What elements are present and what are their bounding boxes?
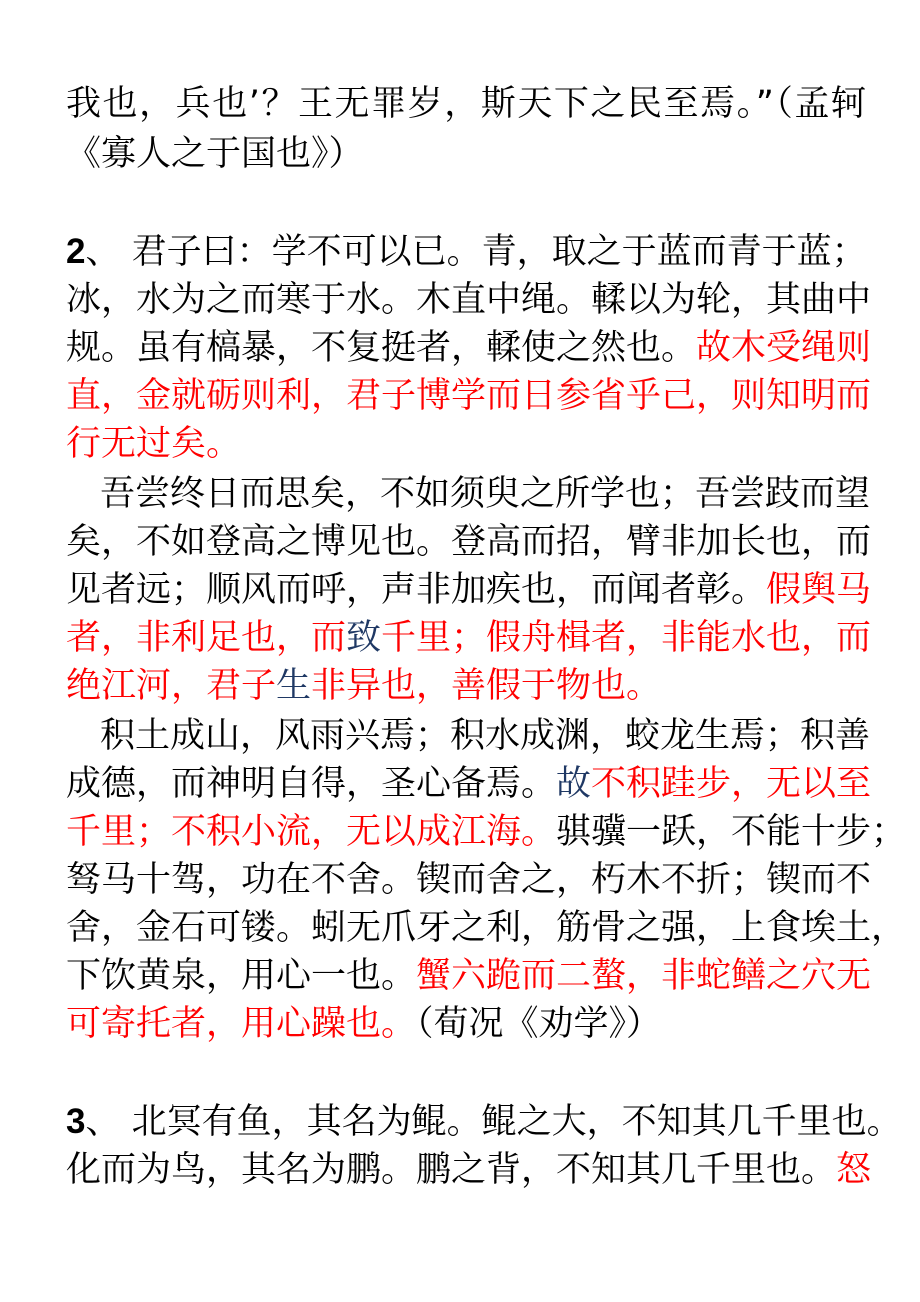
body-text: 《寡人之于国也》） (66, 134, 364, 174)
text-line (66, 904, 907, 952)
body-text: 驽马十驾，功在不舍。锲而舍之，朽木不折；锲而不 (66, 860, 872, 900)
body-text: 见者远；顺风而呼，声非加疾也，而闻者彰。 (66, 570, 767, 610)
text-line (66, 614, 872, 662)
highlighted-text: 故木受绳则 (696, 328, 872, 368)
body-text: 我也，兵也’？王无罪岁，斯天下之民至焉。”（孟轲 (66, 84, 866, 124)
highlighted-text: 绝江河，君子 (66, 666, 277, 706)
text-line (66, 324, 872, 372)
text-line (66, 1098, 902, 1146)
text-line (66, 952, 872, 1000)
text-line (66, 80, 866, 128)
highlighted-text: 不积跬步，无以至 (591, 764, 872, 804)
highlighted-text: 可寄托者，用心躁也。 (66, 1004, 417, 1044)
highlighted-text: 非异也，善假于物也。 (311, 666, 662, 706)
text-line (66, 566, 872, 614)
text-line (66, 276, 872, 324)
body-text: 吾尝终日而思矣，不如须臾之所学也；吾尝跂而望 (100, 474, 871, 514)
body-text: 化而为鸟，其名为鹏。鹏之背，不知其几千里也。 (66, 1150, 837, 1190)
highlighted-text: 蟹六跪而二螯，非蛇鳝之穴无 (416, 956, 872, 996)
text-line (66, 856, 872, 904)
text-line (66, 420, 866, 468)
body-text: 矣，不如登高之博见也。登高而招，臂非加长也，而 (66, 522, 872, 562)
highlighted-text: 千里；假舟楫者，非能水也，而 (381, 618, 872, 658)
body-text: 舍，金石可镂。蚓无爪牙之利，筋骨之强，上食埃土， (66, 908, 907, 948)
highlighted-text: 直，金就砺则利，君子博学而日参省乎己，则知明而 (66, 376, 872, 416)
emphasis-text: 故 (556, 764, 592, 804)
body-text: 骐骥一跃，不能十步； (556, 812, 907, 852)
text-line (100, 470, 871, 518)
emphasis-text: 致 (346, 618, 382, 658)
text-line (66, 518, 872, 566)
body-text: 冰，水为之而寒于水。木直中绳。輮以为轮，其曲中 (66, 280, 872, 320)
emphasis-text: 生 (276, 666, 312, 706)
highlighted-text: 者，非利足也，而 (66, 618, 347, 658)
highlighted-text: 假舆马 (766, 570, 872, 610)
text-line (66, 1146, 872, 1194)
body-text: 成德，而神明自得，圣心备焉。 (66, 764, 557, 804)
text-line (100, 712, 871, 760)
body-text: 积土成山，风雨兴焉；积水成渊，蛟龙生焉；积善 (100, 716, 871, 756)
body-text: （荀况《劝学》） (416, 1004, 662, 1044)
highlighted-text: 行无过矣。 (66, 424, 242, 464)
text-line (66, 808, 907, 856)
section-number: 2 (66, 232, 86, 271)
text-line (66, 130, 866, 178)
section-number: 3 (66, 1102, 86, 1141)
text-line (66, 662, 866, 710)
text-line (66, 372, 872, 420)
text-line (66, 228, 866, 276)
body-text: 规。虽有槁暴，不复挺者，輮使之然也。 (66, 328, 697, 368)
body-text: 、 北冥有鱼，其名为鲲。鲲之大，不知其几千里也。 (85, 1102, 902, 1142)
text-line (66, 760, 872, 808)
highlighted-text: 千里；不积小流，无以成江海。 (66, 812, 557, 852)
text-line (66, 1000, 866, 1048)
body-text: 、 君子曰：学不可以已。青，取之于蓝而青于蓝； (85, 232, 867, 272)
body-text: 下饮黄泉，用心一也。 (66, 956, 417, 996)
highlighted-text: 怒 (836, 1150, 872, 1190)
